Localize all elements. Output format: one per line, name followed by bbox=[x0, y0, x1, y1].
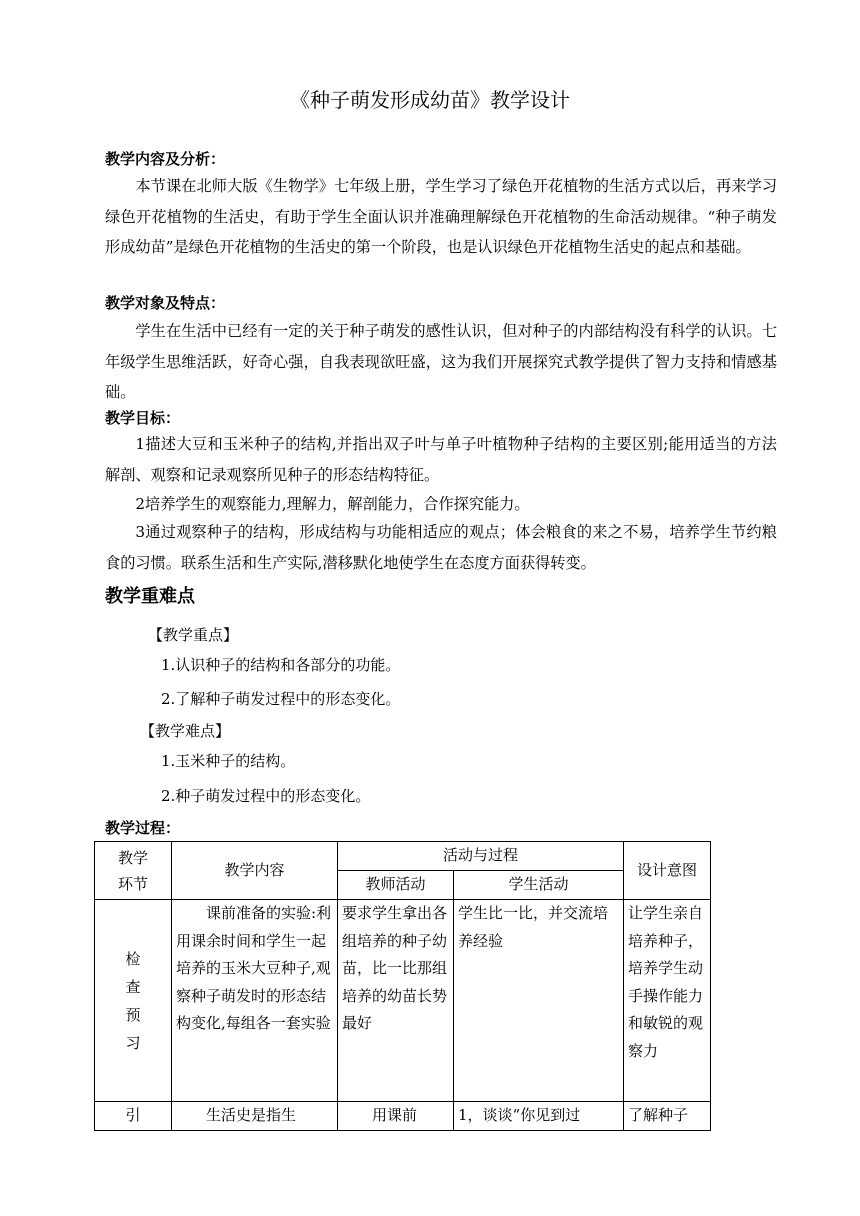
row-intent: 了解种子 bbox=[624, 1102, 711, 1131]
table-header-row bbox=[95, 842, 711, 871]
row-stage bbox=[95, 900, 172, 1102]
content-analysis-text: 本节课在北师大版《生物学》七年级上册，学生学习了绿色开花植物的生活方式以后，再来学习绿色开花植物的生活史，有助于学生全面认识并准确理解绿色开花植物的生命活动规律。“种子萌发形成幼苗”是绿色开花植物的生活史的第一个阶段，也是认识绿色开花植物生活史的起点和基础。 bbox=[105, 177, 777, 256]
row-student: 学生比一比，并交流培养经验 bbox=[454, 900, 624, 1102]
row-student: 1，谈谈“你见到过 bbox=[454, 1102, 624, 1131]
students-heading: 教学对象及特点： bbox=[105, 294, 226, 312]
header-stage-label: 教学环节 bbox=[118, 848, 149, 893]
header-intent: 设计意图 bbox=[624, 842, 711, 900]
row-stage-label: 检查预习 bbox=[125, 949, 141, 1052]
row-teacher: 要求学生拿出各组培养的种子幼苗，比一比那组培养的幼苗长势最好 bbox=[338, 900, 454, 1102]
emphasis-label: 【教学重点】 bbox=[148, 626, 239, 644]
table-row bbox=[95, 900, 711, 1102]
row-content bbox=[172, 900, 338, 1102]
goal-item: 3通过观察种子的结构，形成结构与功能相适应的观点；体会粮食的来之不易，培养学生节约粮食的习惯。联系生活和生产实际,潜移默化地使学生在态度方面获得转变。 bbox=[105, 523, 777, 572]
row-stage: 引 bbox=[95, 1102, 172, 1131]
emphasis-item: 2.了解种子萌发过程中的形态变化。 bbox=[161, 690, 401, 708]
process-heading: 教学过程： bbox=[105, 819, 181, 837]
header-stage bbox=[95, 842, 172, 900]
row-content-text: 课前准备的实验:利用课余时间和学生一起培养的玉米大豆种子,观察种子萌发时的形态结构变化,每组各一套实验 bbox=[176, 904, 332, 1033]
difficulty-item: 2.种子萌发过程中的形态变化。 bbox=[161, 787, 371, 805]
row-teacher bbox=[338, 1102, 454, 1131]
header-content: 教学内容 bbox=[172, 842, 338, 900]
table-row bbox=[95, 1102, 711, 1131]
row-content-text: 生活史是指生 bbox=[206, 1106, 297, 1124]
row-content bbox=[172, 1102, 338, 1131]
students-text: 学生在生活中已经有一定的关于种子萌发的感性认识，但对种子的内部结构没有科学的认识。七年级学生思维活跃，好奇心强，自我表现欲旺盛，这为我们开展探究式教学提供了智力支持和情感基础。 bbox=[105, 322, 777, 401]
difficulty-label: 【教学难点】 bbox=[140, 722, 231, 740]
row-intent: 让学生亲自培养种子，培养学生动手操作能力和敏锐的观察力 bbox=[624, 900, 711, 1102]
header-teacher: 教师活动 bbox=[338, 871, 454, 900]
header-activity: 活动与过程 bbox=[338, 842, 624, 871]
goal-item: 1描述大豆和玉米种子的结构,并指出双子叶与单子叶植物种子结构的主要区别;能用适当的方法解剖、观察和记录观察所见种子的形态结构特征。 bbox=[105, 435, 777, 484]
row-teacher-text: 用课前 bbox=[372, 1106, 418, 1124]
process-table bbox=[94, 841, 711, 1131]
content-analysis-heading: 教学内容及分析： bbox=[105, 150, 226, 168]
header-student: 学生活动 bbox=[454, 871, 624, 900]
document-title: 《种子萌发形成幼苗》教学设计 bbox=[290, 88, 570, 112]
goal-item: 2培养学生的观察能力,理解力，解剖能力，合作探究能力。 bbox=[135, 495, 530, 513]
emphasis-item: 1.认识种子的结构和各部分的功能。 bbox=[161, 656, 401, 674]
goals-heading: 教学目标： bbox=[105, 409, 181, 427]
key-points-heading: 教学重难点 bbox=[105, 586, 195, 607]
difficulty-item: 1.玉米种子的结构。 bbox=[161, 752, 296, 770]
